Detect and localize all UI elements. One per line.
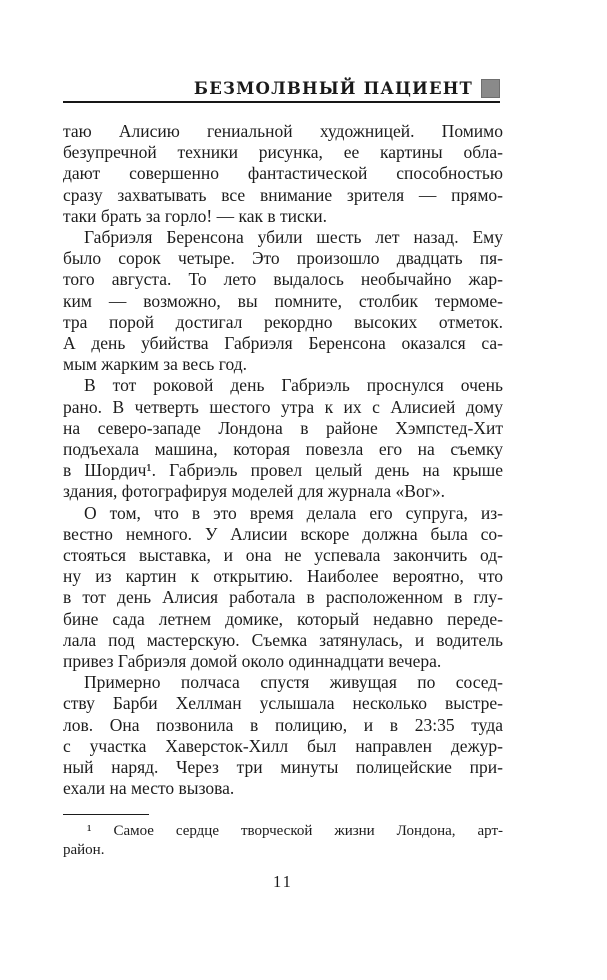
text-line: ный наряд. Через три минуты полицейские при- [63, 757, 503, 778]
text-line: того августа. То лето выдалось необычайно жар- [63, 269, 503, 290]
text-line: ству Барби Хеллман услышала несколько выстре- [63, 693, 503, 714]
footnote-rule [63, 814, 149, 815]
footnote [63, 822, 503, 860]
text-line: безупречной техники рисунка, ее картины обла- [63, 142, 503, 163]
text-line: Примерно полчаса спустя живущая по сосед- [84, 672, 503, 693]
square-ornament-icon [481, 79, 500, 98]
text-line: с участка Хаверсток-Хилл был направлен дежур- [63, 735, 503, 756]
text-line: О том, что в это время делала его супруга, из- [84, 502, 503, 523]
paragraph [63, 672, 503, 799]
text-line: ехали на место вызова. [63, 778, 235, 799]
text-line: Габриэля Беренсона убили шесть лет назад. Ему [84, 227, 503, 248]
text-line: тра порой достигал рекордно высоких отметок. [63, 311, 503, 332]
text-line: А день убийства Габриэля Беренсона оказался са- [63, 333, 503, 354]
text-line: лала под мастерскую. Съемка затянулась, и водитель [63, 629, 503, 650]
text-line: здания, фотографируя моделей для журнала «Вог». [63, 481, 446, 502]
text-line: таю Алисию гениальной художницей. Помимо [63, 121, 503, 141]
text-line: дают совершенно фантастической способностью [63, 163, 503, 184]
text-line: подъехала машина, которая повезла его на съемку [63, 439, 503, 460]
text-line: В тот роковой день Габриэль проснулся очень [84, 375, 503, 396]
text-line: стояться выставка, и она не успевала закончить од- [63, 545, 503, 566]
paragraph [63, 375, 503, 502]
text-line: в Шордич¹. Габриэль провел целый день на крыше [63, 460, 503, 481]
text-line: вестно немного. У Алисии вскоре должна была со- [63, 523, 503, 544]
paragraph [63, 121, 503, 227]
text-line: на северо-западе Лондона в районе Хэмпстед-Хит [63, 417, 503, 438]
text-line: в тот день Алисия работала в расположенном в глу- [63, 587, 503, 608]
text-line: ¹ Самое сердце творческой жизни Лондона, арт- [87, 823, 503, 839]
text-line: было сорок четыре. Это произошло двадцать пя- [63, 248, 503, 269]
paragraph [63, 503, 503, 673]
running-header-title: БЕЗМОЛВНЫЙ ПАЦИЕНТ [193, 78, 473, 98]
text-line: привез Габриэля домой около одиннадцати вечера. [63, 651, 442, 672]
text-line: район. [63, 842, 105, 858]
text-line: бине сада летнем домике, который недавно переде- [63, 608, 503, 629]
page-number: 11 [273, 872, 293, 891]
running-header-row [63, 78, 500, 98]
body-text [63, 121, 503, 800]
paragraph [63, 227, 503, 375]
running-header [63, 78, 500, 103]
text-line: мым жарким за весь год. [63, 354, 248, 375]
text-line: таки брать за горло! — как в тиски. [63, 205, 328, 226]
text-line: рано. В четверть шестого утра к их с Алисией дому [63, 396, 503, 417]
text-line: ким — возможно, вы помните, столбик термоме- [63, 290, 503, 311]
text-line: ну из картин к открытию. Наиболее вероятно, что [63, 566, 503, 587]
text-line: сразу захватывать все внимание зрителя — прямо- [63, 184, 503, 205]
header-rule [63, 101, 500, 103]
text-line: лов. Она позвонила в полицию, и в 23:35 туда [63, 714, 503, 735]
